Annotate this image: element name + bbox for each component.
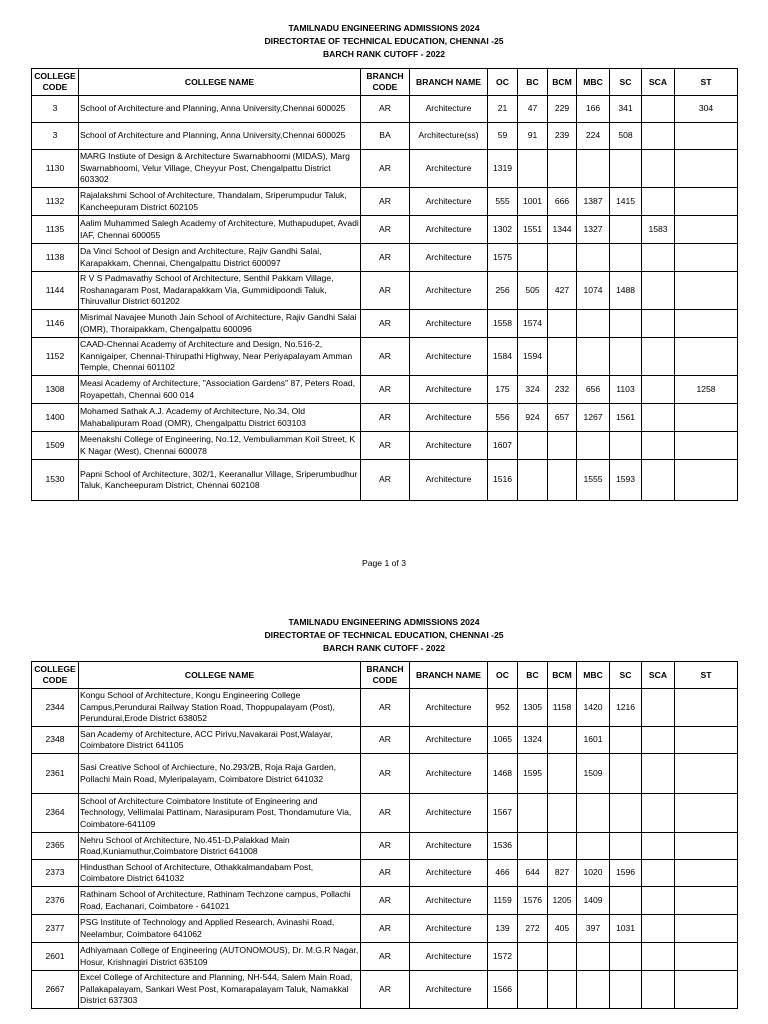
page-number: Page 1 of 3 [362,558,406,568]
bcm-cell: 666 [548,188,577,216]
bc-cell: 1574 [518,310,548,338]
college-name-cell: School of Architecture and Planning, Anna University,Chennai 600025 [79,96,361,123]
college-name-cell: MARG Instiute of Design & Architecture Swarnabhoomi (MIDAS), Marg Swarnabhoomi, Velur Village, Cheyyur Post, Chengalpattu District 603302 [79,150,361,188]
mbc-cell: 1267 [577,404,610,432]
oc-cell: 1065 [488,727,518,754]
table-row [32,943,738,971]
column-header: SCA [642,662,675,689]
table-row [32,833,738,860]
oc-cell: 175 [488,376,518,404]
oc-cell: 1566 [488,971,518,1009]
college-code-cell: 2373 [32,860,79,887]
branch-code-cell: AR [361,887,410,915]
sca-cell [642,754,675,794]
column-header: ST [675,662,738,689]
college-code-cell: 2601 [32,943,79,971]
bcm-cell [548,727,577,754]
table-row [32,689,738,727]
sc-cell: 1103 [610,376,642,404]
oc-cell: 466 [488,860,518,887]
mbc-cell: 656 [577,376,610,404]
college-code-cell: 1135 [32,216,79,244]
oc-cell: 952 [488,689,518,727]
column-header: COLLEGE NAME [79,69,361,96]
branch-code-cell: AR [361,310,410,338]
st-cell: 1258 [675,376,738,404]
oc-cell: 556 [488,404,518,432]
sca-cell [642,915,675,943]
mbc-cell: 1409 [577,887,610,915]
table-row [32,794,738,833]
branch-code-cell: AR [361,150,410,188]
branch-name-cell: Architecture [410,96,488,123]
bcm-cell [548,943,577,971]
branch-name-cell: Architecture [410,915,488,943]
branch-code-cell: AR [361,96,410,123]
bcm-cell [548,754,577,794]
oc-cell: 1584 [488,338,518,376]
column-header: ST [675,69,738,96]
oc-cell: 1536 [488,833,518,860]
college-name-cell: Excel College of Architecture and Planning, NH-544, Salem Main Road, Pallakapalayam, Sankari West Post, Komarapalayam Taluk, Namakkal District 637303 [79,971,361,1009]
college-code-cell: 1144 [32,272,79,310]
column-header: MBC [577,69,610,96]
college-code-cell: 2361 [32,754,79,794]
oc-cell: 1319 [488,150,518,188]
table-header-row [32,662,738,689]
column-header: SC [610,662,642,689]
branch-name-cell: Architecture [410,971,488,1009]
sca-cell [642,727,675,754]
branch-name-cell: Architecture [410,404,488,432]
sc-cell [610,943,642,971]
table-row [32,971,738,1009]
branch-name-cell: Architecture [410,244,488,272]
sc-cell [610,833,642,860]
mbc-cell: 397 [577,915,610,943]
college-name-cell: Kongu School of Architecture, Kongu Engineering College Campus,Perundurai Railway Station Road, Thoppupalayam (Post), Perundurai,Erode District 638052 [79,689,361,727]
sc-cell: 341 [610,96,642,123]
oc-cell: 555 [488,188,518,216]
sc-cell [610,887,642,915]
college-code-cell: 1509 [32,432,79,460]
college-code-cell: 2377 [32,915,79,943]
bc-cell: 1576 [518,887,548,915]
college-code-cell: 1308 [32,376,79,404]
college-code-cell: 1138 [32,244,79,272]
header-subtitle: DIRECTORTAE OF TECHNICAL EDUCATION, CHENNAI -25 [264,36,504,46]
college-name-cell: Sasi Creative School of Archiecture, No.293/2B, Roja Raja Garden, Pollachi Main Road, Myleripalayam, Coimbatore District 641032 [79,754,361,794]
sc-cell [610,794,642,833]
header-subtitle: DIRECTORTAE OF TECHNICAL EDUCATION, CHENNAI -25 [264,630,504,640]
bcm-cell: 232 [548,376,577,404]
table-body [32,689,738,1009]
sc-cell [610,727,642,754]
branch-name-cell: Architecture [410,432,488,460]
column-header: BRANCH NAME [410,69,488,96]
college-code-cell: 3 [32,96,79,123]
college-code-cell: 2344 [32,689,79,727]
branch-code-cell: AR [361,943,410,971]
sc-cell: 1488 [610,272,642,310]
branch-code-cell: AR [361,860,410,887]
oc-cell: 1558 [488,310,518,338]
st-cell [675,887,738,915]
bc-cell: 1324 [518,727,548,754]
branch-name-cell: Architecture [410,794,488,833]
bc-cell [518,943,548,971]
mbc-cell [577,943,610,971]
college-name-cell: San Academy of Architecture, ACC Pirivu,Navakarai Post,Walayar, Coimbatore District 641105 [79,727,361,754]
mbc-cell: 1555 [577,460,610,501]
bc-cell: 91 [518,123,548,150]
header-cutoff-title: BARCH RANK CUTOFF - 2022 [322,643,446,653]
st-cell [675,943,738,971]
bc-cell: 505 [518,272,548,310]
bc-cell: 324 [518,376,548,404]
college-code-cell: 1132 [32,188,79,216]
college-code-cell: 2376 [32,887,79,915]
branch-code-cell: AR [361,432,410,460]
sc-cell: 1031 [610,915,642,943]
sc-cell: 1561 [610,404,642,432]
college-code-cell: 1530 [32,460,79,501]
oc-cell: 1607 [488,432,518,460]
branch-name-cell: Architecture [410,338,488,376]
college-code-cell: 1130 [32,150,79,188]
college-name-cell: R V S Padmavathy School of Architecture, Senthil Pakkam Village, Roshanagaram Post, Madarapakkam Via, Gummidipoondi Taluk, Thiruvallur District 601202 [79,272,361,310]
header-cutoff-title: BARCH RANK CUTOFF - 2022 [322,49,446,59]
oc-cell: 139 [488,915,518,943]
sca-cell: 1583 [642,216,675,244]
branch-name-cell: Architecture [410,272,488,310]
college-name-cell: Papni School of Architecture, 302/1, Keeranallur Village, Sriperumbudhur Taluk, Kancheepuram District, Chennai 602108 [79,460,361,501]
bc-cell [518,971,548,1009]
column-header: BCM [548,662,577,689]
bc-cell: 272 [518,915,548,943]
bcm-cell: 827 [548,860,577,887]
college-name-cell: PSG Institute of Technology and Applied Research, Avinashi Road, Neelambur, Coimbatore 641062 [79,915,361,943]
branch-code-cell: AR [361,689,410,727]
column-header: BC [518,69,548,96]
branch-name-cell: Architecture [410,727,488,754]
oc-cell: 1575 [488,244,518,272]
sc-cell: 508 [610,123,642,150]
branch-name-cell: Architecture [410,860,488,887]
cutoff-table-page-2 [31,661,738,1009]
bcm-cell: 1205 [548,887,577,915]
branch-name-cell: Architecture [410,689,488,727]
oc-cell: 1159 [488,887,518,915]
college-code-cell: 2348 [32,727,79,754]
branch-name-cell: Architecture [410,188,488,216]
branch-code-cell: AR [361,404,410,432]
st-cell [675,833,738,860]
bc-cell: 1594 [518,338,548,376]
college-code-cell: 2364 [32,794,79,833]
college-name-cell: Aalim Muhammed Salegh Academy of Architecture, Muthapudupet, Avadi IAF, Chennai 600055 [79,216,361,244]
oc-cell: 256 [488,272,518,310]
bcm-cell: 239 [548,123,577,150]
table-row [32,727,738,754]
college-name-cell: Rajalakshmi School of Architecture, Thandalam, Sriperumpudur Taluk, Kancheepuram District 602105 [79,188,361,216]
table-row [32,887,738,915]
sc-cell [610,754,642,794]
branch-code-cell: AR [361,727,410,754]
mbc-cell: 1387 [577,188,610,216]
oc-cell: 1572 [488,943,518,971]
branch-name-cell: Architecture [410,754,488,794]
oc-cell: 21 [488,96,518,123]
column-header: COLLEGE CODE [32,662,79,689]
branch-name-cell: Architecture [410,216,488,244]
bc-cell: 47 [518,96,548,123]
branch-code-cell: AR [361,971,410,1009]
college-code-cell: 2667 [32,971,79,1009]
column-header: BRANCH CODE [361,662,410,689]
bcm-cell [548,833,577,860]
branch-name-cell: Architecture [410,943,488,971]
college-name-cell: School of Architecture Coimbatore Institute of Engineering and Technology, Vellimalai Pattinam, Narasipuram Post, Thondamuture Via, Coimbatore-641109 [79,794,361,833]
column-header: COLLEGE NAME [79,662,361,689]
st-cell [675,794,738,833]
bc-cell: 924 [518,404,548,432]
college-code-cell: 3 [32,123,79,150]
header-title: TAMILNADU ENGINEERING ADMISSIONS 2024 [288,23,480,33]
college-code-cell: 1152 [32,338,79,376]
sca-cell [642,833,675,860]
branch-code-cell: BA [361,123,410,150]
bcm-cell [548,971,577,1009]
branch-code-cell: AR [361,794,410,833]
table-row [32,915,738,943]
sc-cell [610,971,642,1009]
bcm-cell: 427 [548,272,577,310]
branch-code-cell: AR [361,376,410,404]
branch-name-cell: Architecture(ss) [410,123,488,150]
bc-cell [518,794,548,833]
oc-cell: 1567 [488,794,518,833]
bcm-cell: 1158 [548,689,577,727]
branch-code-cell: AR [361,338,410,376]
branch-code-cell: AR [361,244,410,272]
mbc-cell: 1020 [577,860,610,887]
sca-cell [642,971,675,1009]
college-name-cell: Da Vinci School of Design and Architecture, Rajiv Gandhi Salai, Karapakkam, Chennai, Chengalpattu District 600097 [79,244,361,272]
mbc-cell: 1509 [577,754,610,794]
mbc-cell: 1601 [577,727,610,754]
college-name-cell: Meenakshi College of Engineering, No.12, Vembuliamman Koil Street, K K Nagar (West), Chennai 600078 [79,432,361,460]
st-cell [675,915,738,943]
branch-name-cell: Architecture [410,460,488,501]
table-row [32,860,738,887]
bc-cell: 1595 [518,754,548,794]
college-code-cell: 2365 [32,833,79,860]
college-code-cell: 1146 [32,310,79,338]
college-name-cell: School of Architecture and Planning, Anna University,Chennai 600025 [79,123,361,150]
mbc-cell: 166 [577,96,610,123]
column-header: BRANCH NAME [410,662,488,689]
sc-cell: 1216 [610,689,642,727]
branch-code-cell: AR [361,216,410,244]
mbc-cell: 224 [577,123,610,150]
sca-cell [642,887,675,915]
st-cell [675,971,738,1009]
mbc-cell [577,794,610,833]
branch-code-cell: AR [361,915,410,943]
oc-cell: 59 [488,123,518,150]
college-name-cell: Measi Academy of Architecture, "Association Gardens" 87, Peters Road, Royapettah, Chennai 600 014 [79,376,361,404]
column-header: BCM [548,69,577,96]
oc-cell: 1302 [488,216,518,244]
college-name-cell: Adhiyamaan College of Engineering (AUTONOMOUS), Dr. M.G.R Nagar, Hosur, Krishnagiri District 635109 [79,943,361,971]
sc-cell: 1415 [610,188,642,216]
branch-code-cell: AR [361,460,410,501]
mbc-cell [577,833,610,860]
st-cell [675,860,738,887]
branch-code-cell: AR [361,272,410,310]
column-header: BC [518,662,548,689]
bc-cell: 1001 [518,188,548,216]
sc-cell: 1596 [610,860,642,887]
bc-cell: 1305 [518,689,548,727]
page-header [0,616,768,655]
branch-code-cell: AR [361,754,410,794]
mbc-cell: 1327 [577,216,610,244]
college-name-cell: Rathinam School of Architecture, Rathinam Techzone campus, Pollachi Road, Eachanari, Coimbatore - 641021 [79,887,361,915]
college-name-cell: Nehru School of Architecture, No.451-D,Palakkad Main Road,Kuniamuthur,Coimbatore District 641008 [79,833,361,860]
branch-name-cell: Architecture [410,150,488,188]
st-cell [675,754,738,794]
college-name-cell: Hindusthan School of Architecture, Othakkalmandabam Post, Coimbatore District 641032 [79,860,361,887]
mbc-cell: 1420 [577,689,610,727]
bc-cell: 1551 [518,216,548,244]
college-code-cell: 1400 [32,404,79,432]
oc-cell: 1468 [488,754,518,794]
bcm-cell: 229 [548,96,577,123]
column-header: SCA [642,69,675,96]
sc-cell: 1593 [610,460,642,501]
branch-code-cell: AR [361,188,410,216]
oc-cell: 1516 [488,460,518,501]
sca-cell [642,860,675,887]
bc-cell: 644 [518,860,548,887]
bcm-cell [548,794,577,833]
bc-cell [518,833,548,860]
college-name-cell: CAAD-Chennai Academy of Architecture and Design, No.516-2, Kannigaiper, Chennai-Thirupathi Highway, Near Periyapalayam Amman Temple, Chennai 601102 [79,338,361,376]
table-row [32,754,738,794]
bcm-cell: 657 [548,404,577,432]
column-header: BRANCH CODE [361,69,410,96]
branch-name-cell: Architecture [410,310,488,338]
college-name-cell: Mohamed Sathak A.J. Academy of Architecture, No.34, Old Mahabalipuram Road (OMR), Chengalpattu District 603103 [79,404,361,432]
branch-name-cell: Architecture [410,376,488,404]
branch-name-cell: Architecture [410,887,488,915]
st-cell: 304 [675,96,738,123]
column-header: MBC [577,662,610,689]
header-title: TAMILNADU ENGINEERING ADMISSIONS 2024 [288,617,480,627]
mbc-cell: 1074 [577,272,610,310]
bcm-cell: 1344 [548,216,577,244]
branch-name-cell: Architecture [410,833,488,860]
sca-cell [642,943,675,971]
college-name-cell: Misrimal Navajee Munoth Jain School of Architecture, Rajiv Gandhi Salai (OMR), Thoraipakkam, Chengalpattu 600096 [79,310,361,338]
column-header: OC [488,69,518,96]
column-header: OC [488,662,518,689]
sca-cell [642,794,675,833]
st-cell [675,727,738,754]
st-cell [675,689,738,727]
bcm-cell: 405 [548,915,577,943]
column-header: SC [610,69,642,96]
mbc-cell [577,971,610,1009]
sca-cell [642,689,675,727]
branch-code-cell: AR [361,833,410,860]
column-header: COLLEGE CODE [32,69,79,96]
